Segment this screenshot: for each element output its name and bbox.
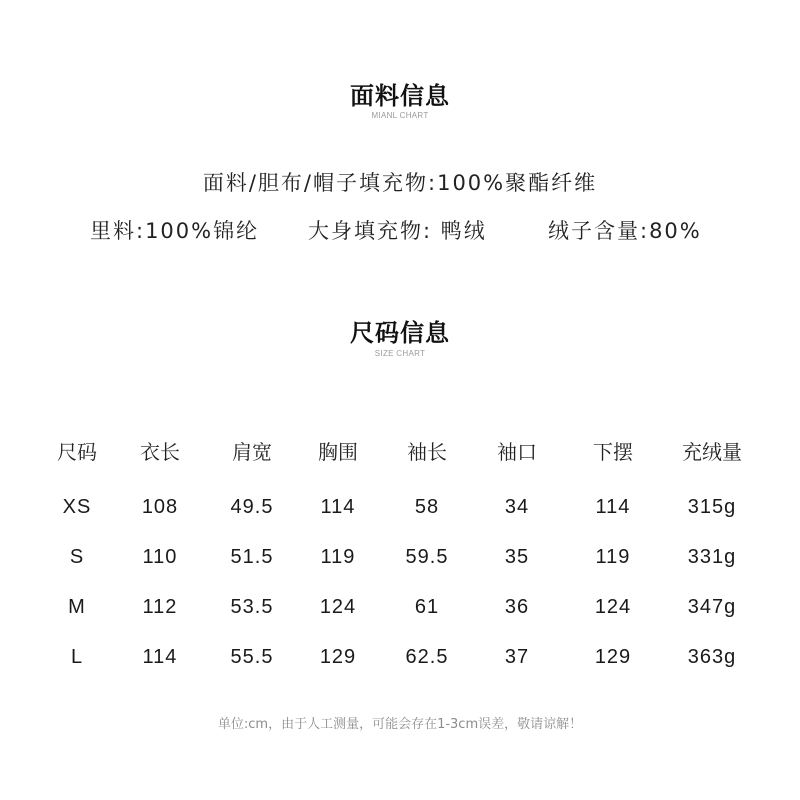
cell-fill-weight: 331g — [687, 546, 737, 568]
cell-shoulder: 51.5 — [230, 546, 274, 568]
cell-hem: 129 — [594, 646, 632, 668]
cell-cuff: 35 — [504, 546, 530, 568]
header-hem: 下摆 — [593, 440, 633, 464]
fabric-lining: 里料:100%锦纶 — [90, 219, 260, 243]
cell-shoulder: 53.5 — [230, 596, 274, 618]
cell-sleeve: 62.5 — [405, 646, 449, 668]
cell-chest: 114 — [320, 496, 356, 518]
cell-chest: 129 — [319, 646, 357, 668]
cell-hem: 124 — [594, 596, 632, 618]
fabric-info-subtitle: MIANL CHART — [371, 111, 429, 120]
cell-cuff: 37 — [504, 646, 530, 668]
header-chest: 胸围 — [318, 440, 358, 464]
header-size: 尺码 — [57, 440, 97, 464]
cell-shoulder: 49.5 — [230, 496, 274, 518]
cell-chest: 124 — [319, 596, 357, 618]
cell-hem: 114 — [595, 496, 631, 518]
cell-sleeve: 61 — [414, 596, 440, 618]
fabric-shell-lining-filling: 面料/胆布/帽子填充物:100%聚酯纤维 — [202, 171, 598, 195]
cell-cuff: 34 — [504, 496, 530, 518]
cell-size: M — [68, 596, 86, 618]
cell-sleeve: 59.5 — [405, 546, 449, 568]
cell-hem: 119 — [595, 546, 631, 568]
cell-length: 108 — [141, 496, 179, 518]
size-table — [0, 430, 800, 680]
fabric-down-content: 绒子含量:80% — [548, 219, 702, 243]
cell-length: 112 — [142, 596, 178, 618]
cell-cuff: 36 — [504, 596, 530, 618]
measurement-footnote: 单位:cm，由于人工测量，可能会存在1-3cm误差，敬请谅解！ — [217, 717, 583, 732]
header-fill-weight: 充绒量 — [682, 440, 742, 464]
cell-size: L — [70, 646, 84, 668]
cell-fill-weight: 363g — [687, 646, 737, 668]
size-info-title: 尺码信息 — [350, 319, 450, 347]
fabric-body-filling: 大身填充物: 鸭绒 — [308, 219, 487, 243]
cell-fill-weight: 315g — [687, 496, 737, 518]
cell-fill-weight: 347g — [687, 596, 737, 618]
cell-chest: 119 — [320, 546, 356, 568]
cell-size: S — [69, 546, 85, 568]
size-info-subtitle: SIZE CHART — [374, 349, 426, 358]
cell-shoulder: 55.5 — [230, 646, 274, 668]
header-shoulder: 肩宽 — [232, 440, 272, 464]
cell-length: 114 — [142, 646, 178, 668]
cell-size: XS — [62, 496, 92, 518]
fabric-info-title: 面料信息 — [350, 82, 450, 110]
header-sleeve: 袖长 — [407, 440, 447, 464]
header-cuff: 袖口 — [497, 440, 537, 464]
cell-sleeve: 58 — [414, 496, 440, 518]
cell-length: 110 — [142, 546, 178, 568]
header-length: 衣长 — [140, 440, 180, 464]
